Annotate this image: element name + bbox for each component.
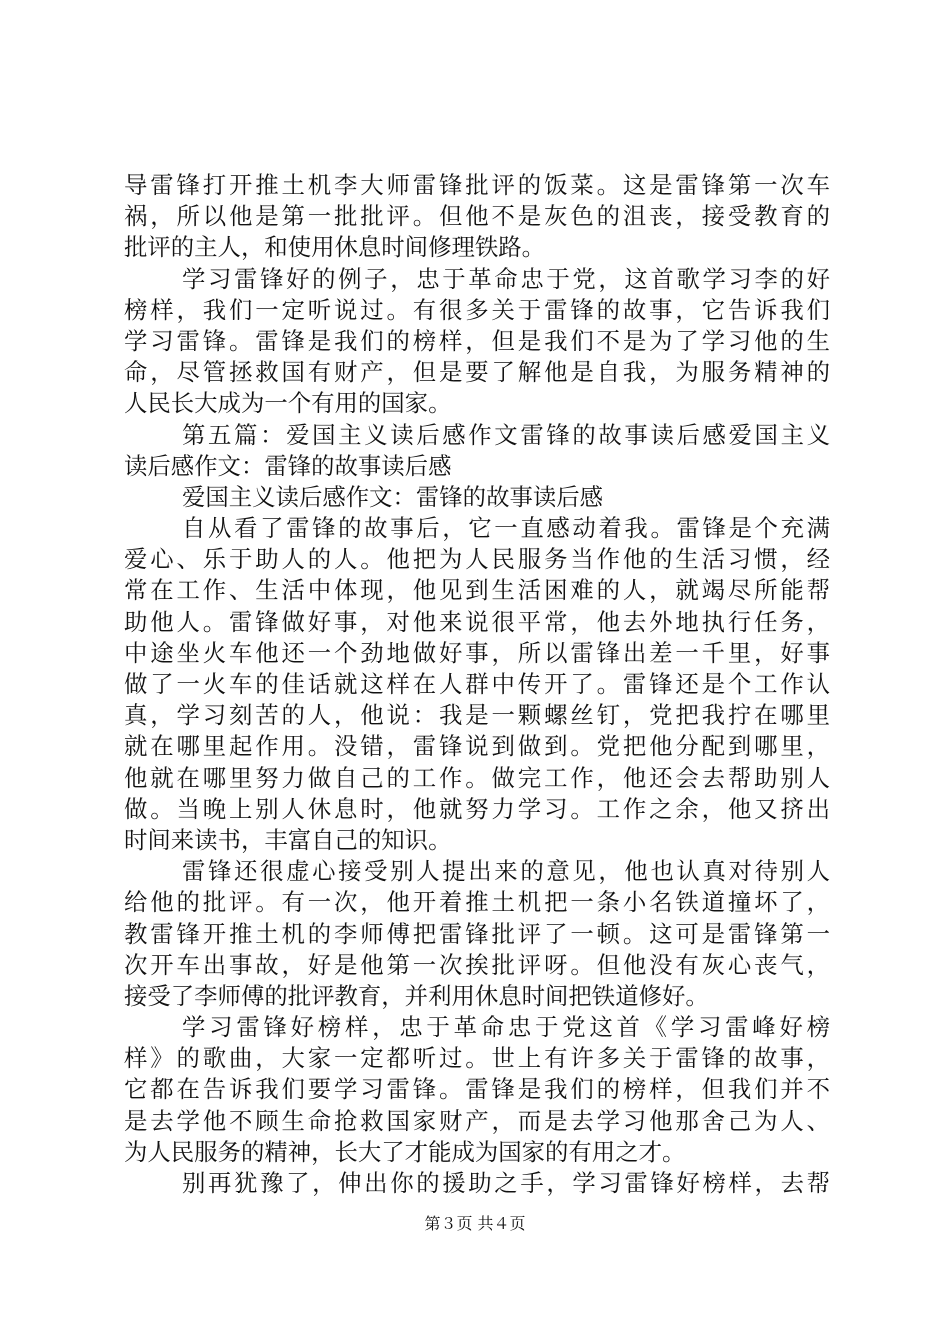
- text-line: 是去学他不顾生命抢救国家财产，而是去学习他那舍己为人、: [124, 1106, 830, 1135]
- text-line: 为人民服务的精神，长大了才能成为国家的有用之才。: [124, 1137, 686, 1166]
- text-line: 常在工作、生活中体现，他见到生活困难的人，就竭尽所能帮: [124, 576, 830, 605]
- text-line: 祸，所以他是第一批批评。但他不是灰色的沮丧，接受教育的: [124, 202, 830, 231]
- text-line: 做。当晚上别人休息时，他就努力学习。工作之余，他又挤出: [124, 794, 830, 823]
- text-line: 自从看了雷锋的故事后，它一直感动着我。雷锋是个充满: [182, 514, 830, 543]
- text-line: 时间来读书，丰富自己的知识。: [124, 825, 452, 854]
- text-line: 就在哪里起作用。没错，雷锋说到做到。党把他分配到哪里，: [124, 732, 830, 761]
- text-line: 雷锋还很虚心接受别人提出来的意见，他也认真对待别人: [182, 857, 830, 886]
- page-number-footer: 第３页 共４页: [424, 1214, 526, 1233]
- text-line: 它都在告诉我们要学习雷锋。雷锋是我们的榜样，但我们并不: [124, 1075, 830, 1104]
- text-line: 爱国主义读后感作文：雷锋的故事读后感: [182, 482, 604, 511]
- text-line: 别再犹豫了，伸出你的援助之手，学习雷锋好榜样，去帮: [182, 1169, 830, 1197]
- text-line: 爱心、乐于助人的人。他把为人民服务当作他的生活习惯，经: [124, 545, 830, 574]
- text-line: 批评的主人，和使用休息时间修理铁路。: [124, 233, 546, 262]
- text-line: 教雷锋开推土机的李师傅把雷锋批评了一顿。这可是雷锋第一: [124, 919, 830, 948]
- text-line: 命，尽管拯救国有财产，但是要了解他是自我，为服务精神的: [124, 358, 830, 387]
- text-line: 榜样，我们一定听说过。有很多关于雷锋的故事，它告诉我们: [124, 295, 830, 324]
- text-line: 读后感作文：雷锋的故事读后感: [124, 451, 452, 480]
- text-line: 他就在哪里努力做自己的工作。做完工作，他还会去帮助别人: [124, 763, 830, 792]
- text-line: 给他的批评。有一次，他开着推土机把一条小名铁道撞坏了，: [124, 888, 830, 917]
- text-line: 导雷锋打开推土机李大师雷锋批评的饭菜。这是雷锋第一次车: [124, 171, 830, 199]
- text-line: 第五篇：爱国主义读后感作文雷锋的故事读后感爱国主义: [182, 420, 830, 449]
- text-line: 人民长大成为一个有用的国家。: [124, 389, 452, 418]
- text-line: 中途坐火车他还一个劲地做好事，所以雷锋出差一千里，好事: [124, 638, 830, 667]
- text-line: 学习雷锋好的例子，忠于革命忠于党，这首歌学习李的好: [182, 264, 830, 293]
- text-line: 真，学习刻苦的人，他说：我是一颗螺丝钉，党把我拧在哪里: [124, 701, 830, 730]
- text-line: 样》的歌曲，大家一定都听过。世上有许多关于雷锋的故事，: [124, 1044, 830, 1073]
- text-line: 接受了李师傅的批评教育，并利用休息时间把铁道修好。: [124, 981, 709, 1010]
- document-body: [124, 170, 830, 1199]
- text-line: 学习雷锋。雷锋是我们的榜样，但是我们不是为了学习他的生: [124, 326, 830, 355]
- text-line: 助他人。雷锋做好事，对他来说很平常，他去外地执行任务，: [124, 607, 830, 636]
- text-line: 学习雷锋好榜样，忠于革命忠于党这首《学习雷峰好榜: [182, 1013, 830, 1042]
- text-line: 做了一火车的佳话就这样在人群中传开了。雷锋还是个工作认: [124, 670, 830, 698]
- text-line: 次开车出事故，好是他第一次挨批评呀。但他没有灰心丧气，: [124, 950, 830, 979]
